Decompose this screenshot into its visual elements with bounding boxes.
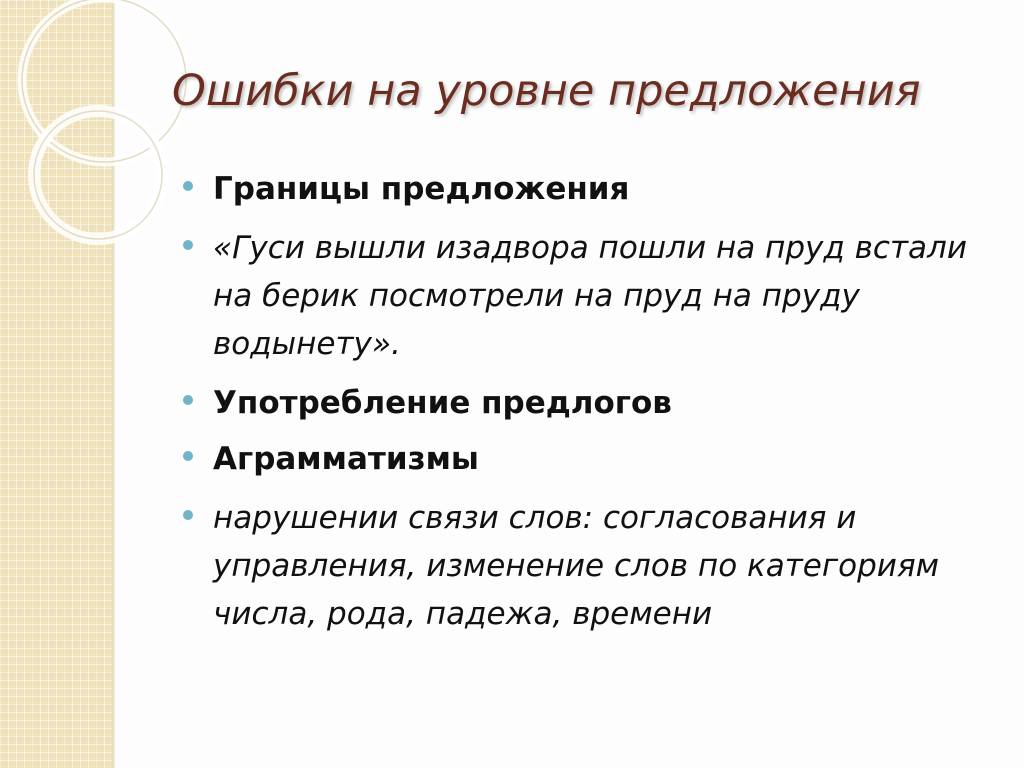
bullet-text: «Гуси вышли изадвора пошли на пруд встали на берик посмотрели на пруд на пруду водынету».: [213, 230, 967, 362]
bullet-item: [183, 168, 973, 210]
bullet-dot-icon: [183, 181, 193, 191]
bullet-text: Границы предложения: [213, 171, 630, 207]
bullet-item: [183, 438, 973, 480]
decorative-rings: [0, 0, 200, 260]
bullet-item: [183, 224, 973, 368]
bullet-text: Аграмматизмы: [213, 441, 479, 477]
bullet-item: [183, 494, 973, 638]
bullet-dot-icon: [183, 240, 193, 250]
bullet-text: нарушении связи слов: согласования и управления, изменение слов по категориям числа, рода, падежа, времени: [213, 500, 939, 632]
slide-title: Ошибки на уровне предложения: [172, 66, 921, 116]
bullet-text: Употребление предлогов: [213, 385, 672, 421]
bullet-dot-icon: [183, 451, 193, 461]
bullet-list: [183, 168, 973, 652]
bullet-dot-icon: [183, 395, 193, 405]
bullet-item: [183, 382, 973, 424]
bullet-dot-icon: [183, 510, 193, 520]
